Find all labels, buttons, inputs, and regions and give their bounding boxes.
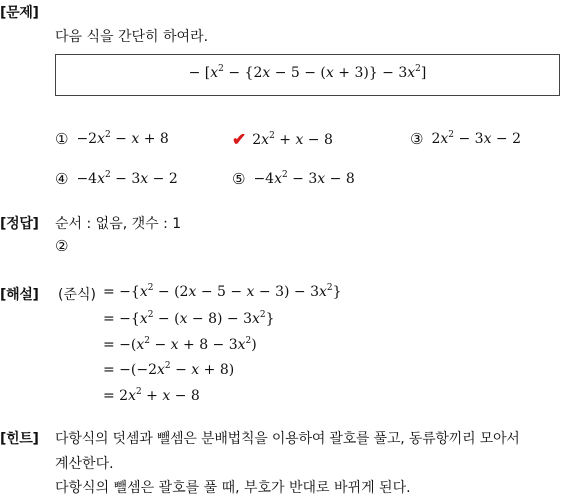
answer-tag: [정답] — [0, 216, 39, 232]
hint-line: 다항식의 덧셈과 뺄셈은 분배법칙을 이용하여 괄호를 풀고, 동류항끼리 모아서 — [55, 431, 520, 447]
hint-line: 다항식의 뺄셈은 괄호를 풀 때, 부호가 반대로 바뀌게 된다. — [55, 480, 411, 496]
solution-step: = $-(-2x^2 - x + 8)$ — [103, 361, 235, 378]
choice-number: ③ — [410, 130, 424, 148]
solution-step: = $-\{x^2 - (x - 8) - 3x^2\}$ — [103, 310, 275, 327]
solution-tag: [해설] — [0, 287, 39, 303]
problem-expression: − $[x^2 - \{2x - 5 - (x + 3)\} - 3x^2]$ — [188, 64, 427, 81]
hint-line: 계산한다. — [55, 456, 114, 472]
choice-3[interactable] — [410, 130, 521, 148]
answer-value: ② — [55, 237, 69, 255]
choice-4[interactable] — [55, 170, 178, 188]
solution-step: = $2x^2 + x - 8$ — [103, 387, 200, 404]
answer-line: 순서 : 없음, 갯수 : 1 — [55, 216, 182, 232]
expression-box — [55, 54, 560, 96]
solution-lead: (준식) — [58, 287, 96, 303]
choice-1[interactable] — [55, 130, 169, 148]
choice-5[interactable] — [232, 170, 355, 188]
choice-text: $-4x^2 - 3x - 2$ — [76, 170, 178, 187]
choice-text: $-2x^2 - x + 8$ — [76, 130, 169, 147]
choice-2[interactable] — [232, 130, 333, 150]
choice-number: ⑤ — [232, 170, 246, 188]
choice-text: $2x^2 - 3x - 2$ — [431, 130, 522, 147]
checkmark-icon: ✔ — [232, 130, 247, 150]
hint-tag: [힌트] — [0, 431, 39, 447]
choice-number: ④ — [55, 170, 69, 188]
choice-text: $2x^2 + x - 8$ — [252, 131, 333, 148]
choice-text: $-4x^2 - 3x - 8$ — [253, 170, 355, 187]
problem-tag: [문제] — [0, 5, 39, 21]
problem-instruction: 다음 식을 간단히 하여라. — [55, 29, 209, 45]
solution-step: = $-(x^2 - x + 8 - 3x^2)$ — [103, 336, 257, 353]
choice-number: ① — [55, 130, 69, 148]
solution-step: = $-\{x^2 - (2x - 5 - x - 3) - 3x^2\}$ — [103, 283, 342, 300]
